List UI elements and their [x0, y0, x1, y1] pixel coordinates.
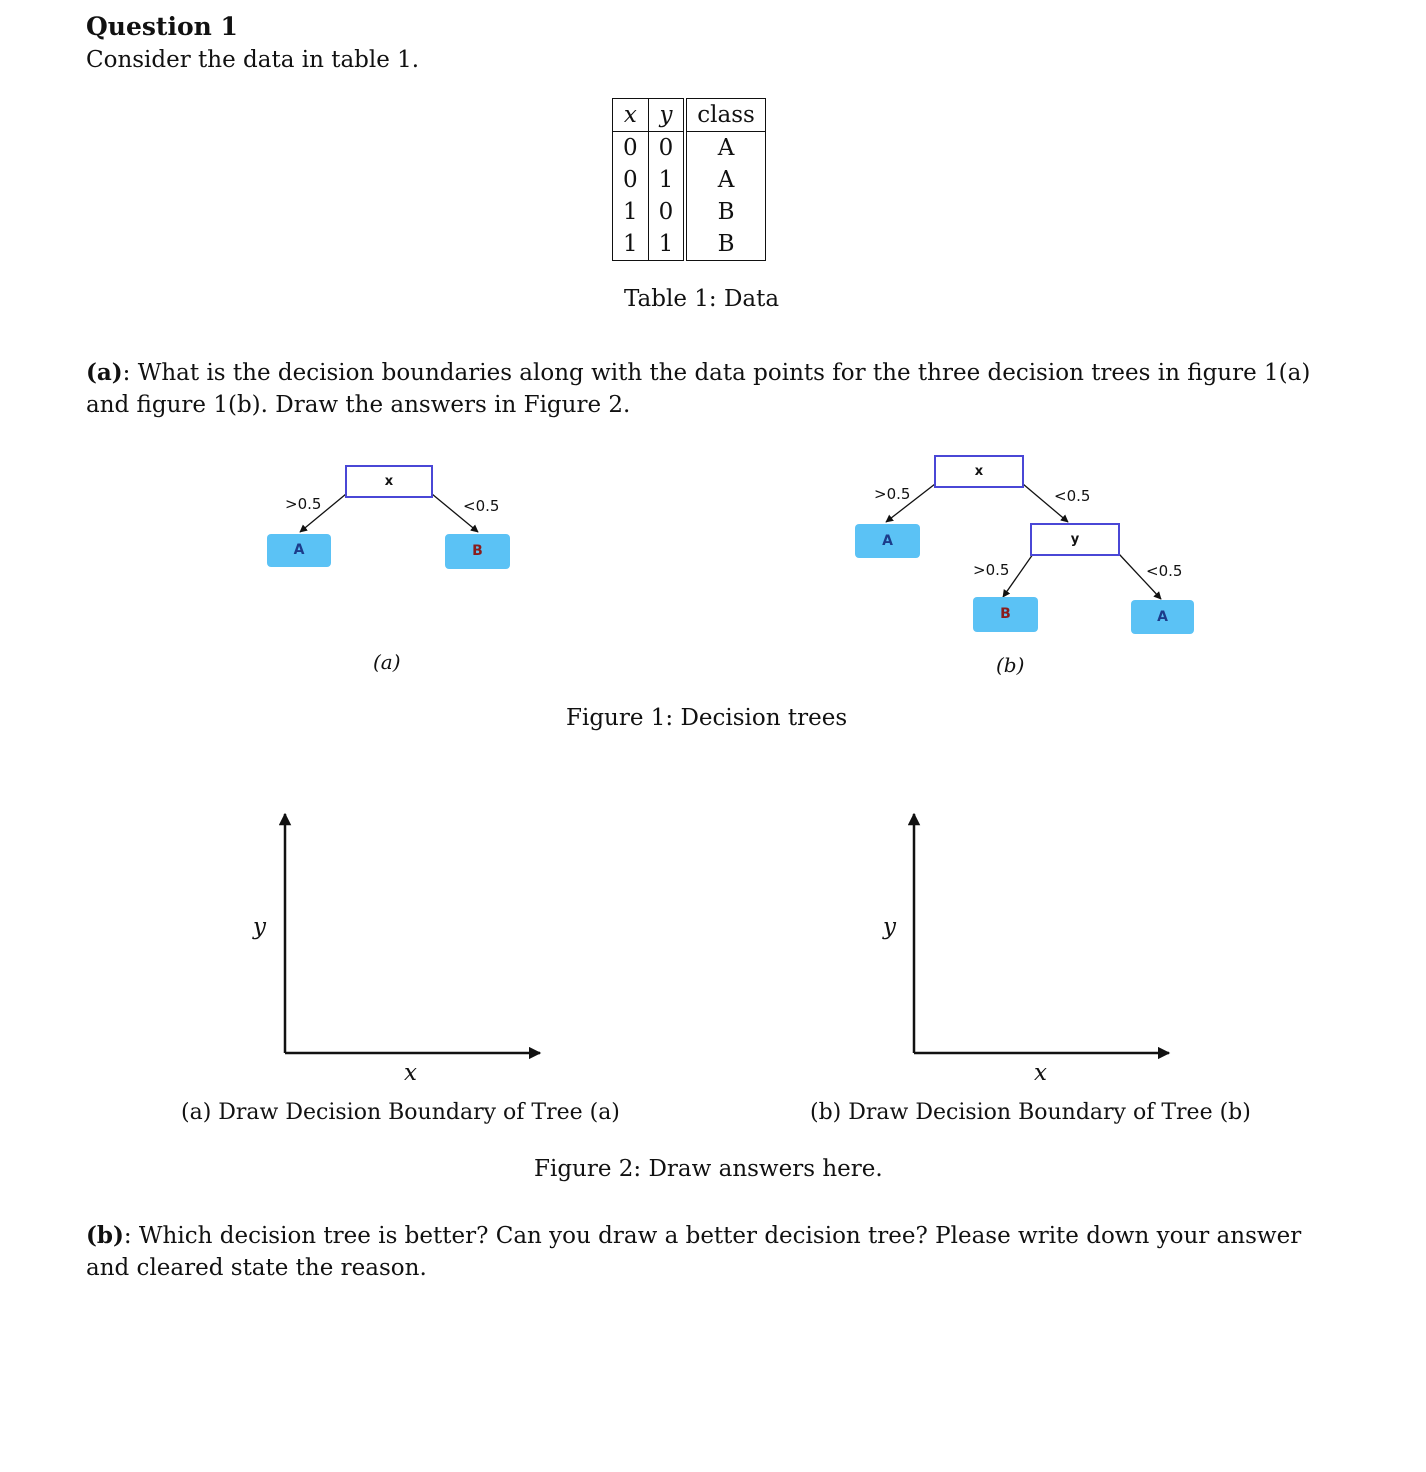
figure-1-caption: Figure 1: Decision trees — [566, 705, 848, 731]
figure-2-axes — [0, 800, 1426, 1070]
plot-b-xlabel: x — [1034, 1060, 1047, 1086]
part-b-label: (b) — [86, 1222, 124, 1249]
figure-1-edges — [0, 0, 1426, 720]
tree-b-child-right-leaf: A — [1131, 600, 1194, 634]
part-a-text: : What is the decision boundaries along with the data points for the three decision trees in figure 1(a) and figure 1(b). Draw the answers in Figure 2. — [86, 360, 1311, 418]
question-intro: Consider the data in table 1. — [86, 47, 420, 73]
tree-b-root-node: x — [934, 455, 1024, 488]
plot-b-caption: (b) Draw Decision Boundary of Tree (b) — [810, 1100, 1251, 1125]
table-cell: 1 — [613, 228, 649, 261]
tree-a-right-edge-label: <0.5 — [463, 497, 500, 515]
plot-a-caption: (a) Draw Decision Boundary of Tree (a) — [181, 1100, 620, 1125]
table-cell: A — [717, 167, 735, 193]
table-cell: B — [717, 199, 735, 225]
part-b-question — [86, 1220, 1326, 1284]
tree-b-child-node: y — [1030, 523, 1120, 556]
tree-b-right-edge-label: <0.5 — [1054, 487, 1091, 505]
table-cell: B — [717, 231, 735, 257]
question-title: Question 1 — [86, 12, 238, 41]
tree-a-root-node: x — [345, 465, 433, 498]
tree-a-left-edge-label: >0.5 — [285, 495, 322, 513]
table-header-x: x — [613, 99, 649, 132]
plot-a-xlabel: x — [404, 1060, 417, 1086]
table-cell: 1 — [648, 164, 685, 196]
table-cell: 1 — [613, 196, 649, 228]
tree-a-right-leaf: B — [445, 534, 510, 569]
tree-b-left-leaf: A — [855, 524, 920, 558]
table-header-y: y — [648, 99, 685, 132]
table-cell: 0 — [613, 132, 649, 165]
table-header-class: class — [685, 99, 765, 132]
table-cell: A — [717, 135, 735, 161]
part-a-label: (a) — [86, 359, 123, 386]
tree-b-left-edge-label: >0.5 — [874, 485, 911, 503]
table-cell: 0 — [648, 132, 685, 165]
tree-b-child-right-edge-label: <0.5 — [1146, 562, 1183, 580]
tree-b-sublabel: (b) — [996, 653, 1025, 677]
table-caption: Table 1: Data — [624, 286, 780, 312]
figure-2-caption: Figure 2: Draw answers here. — [534, 1156, 883, 1182]
plot-b-ylabel: y — [883, 914, 896, 940]
table-cell: 0 — [648, 196, 685, 228]
tree-b-child-left-leaf: B — [973, 597, 1038, 632]
tree-b-child-left-edge-label: >0.5 — [973, 561, 1010, 579]
plot-a-ylabel: y — [253, 914, 266, 940]
tree-a-left-leaf: A — [267, 534, 331, 567]
table-cell: 0 — [613, 164, 649, 196]
table-cell: 1 — [648, 228, 685, 261]
part-b-text: : Which decision tree is better? Can you draw a better decision tree? Please write down your answer and cleared state the reason. — [86, 1223, 1302, 1281]
tree-a-sublabel: (a) — [373, 650, 401, 674]
